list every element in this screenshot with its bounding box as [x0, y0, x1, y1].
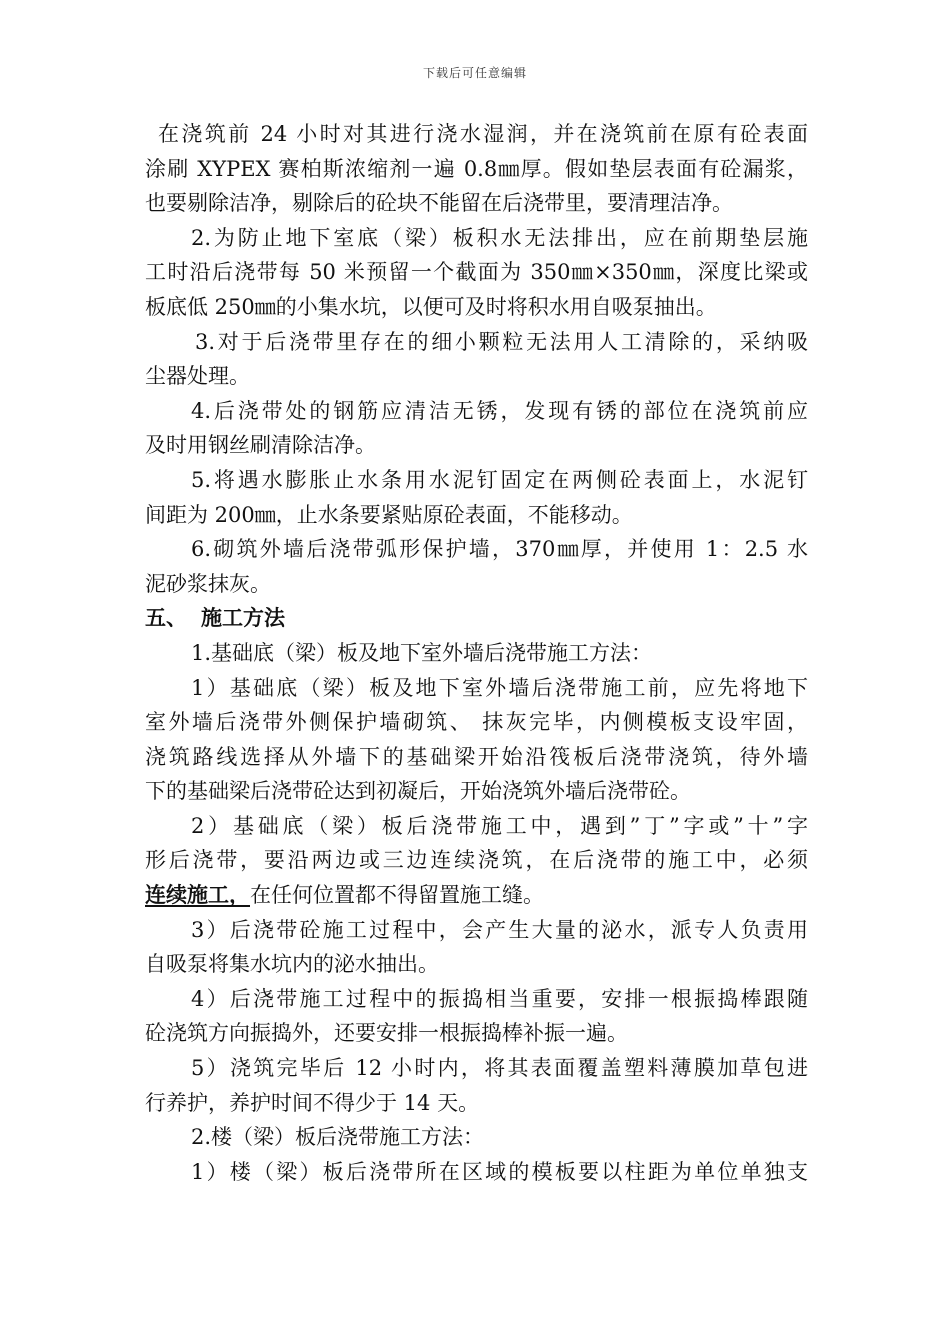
document-body: [145, 117, 808, 1189]
paragraph-line: 2.为防止地下室底（梁）板积水无法排出，应在前期垫层施: [191, 225, 808, 250]
paragraph-line: 1.基础底（梁）板及地下室外墙后浇带施工方法：: [191, 640, 653, 665]
paragraph-line: [145, 878, 808, 913]
emphasis-underlined-text: 连续施工，: [145, 883, 250, 908]
section-number: 五、: [145, 606, 187, 631]
paragraph-line: 也要剔除洁净，剔除后的砼块不能留在后浇带里，要清理洁净。: [145, 191, 733, 216]
paragraph-line: 1）楼（梁）板后浇带所在区域的模板要以柱距为单位单独支: [191, 1159, 808, 1184]
paragraph-line: 浇筑路线选择从外墙下的基础梁开始沿筏板后浇带浇筑，待外墙: [145, 744, 808, 769]
paragraph-line: 及时用钢丝刷清除洁净。: [145, 433, 376, 458]
paragraph-line: 5.将遇水膨胀止水条用水泥钉固定在两侧砼表面上，水泥钉: [191, 467, 808, 492]
paragraph-line: 在浇筑前 24 小时对其进行浇水湿润，并在浇筑前在原有砼表面: [158, 122, 808, 146]
paragraph-line: 3）后浇带砼施工过程中，会产生大量的泌水，派专人负责用: [191, 917, 808, 942]
emphasis-rest-text: 在任何位置都不得留置施工缝。: [250, 883, 544, 908]
page-header-note: 下载后可任意编辑: [422, 66, 527, 80]
paragraph-line: 2）基础底（梁）板后浇带施工中，遇到”丁”字或”十”字: [191, 813, 808, 838]
paragraph-line: 砼浇筑方向振捣外，还要安排一根振捣棒补振一遍。: [145, 1021, 628, 1046]
paragraph-line: 2.楼（梁）板后浇带施工方法：: [191, 1125, 485, 1150]
paragraph-line: 4.后浇带处的钢筋应清洁无锈，发现有锈的部位在浇筑前应: [191, 398, 808, 423]
paragraph-line: 室外墙后浇带外侧保护墙砌筑、 抹灰完毕，内侧模板支设牢固，: [145, 710, 808, 735]
paragraph-line: 行养护，养护时间不得少于 14 天。: [145, 1090, 480, 1115]
paragraph-line: 4）后浇带施工过程中的振捣相当重要，安排一根振捣棒跟随: [191, 986, 808, 1011]
paragraph-line: 板底低 250㎜的小集水坑，以便可及时将积水用自吸泵抽出。: [145, 294, 717, 319]
paragraph-line: 泥砂浆抹灰。: [145, 571, 271, 596]
paragraph-line: 5）浇筑完毕后 12 小时内，将其表面覆盖塑料薄膜加草包进: [191, 1056, 808, 1081]
paragraph-line: 间距为 200㎜，止水条要紧贴原砼表面，不能移动。: [145, 502, 633, 527]
section-heading: [145, 601, 808, 636]
paragraph-line: 工时沿后浇带每 50 米预留一个截面为 350㎜×350㎜，深度比梁或: [145, 260, 808, 285]
paragraph-line: 6.砌筑外墙后浇带弧形保护墙，370㎜厚，并使用 1：2.5 水: [191, 537, 808, 562]
paragraph-line: 下的基础梁后浇带砼达到初凝后，开始浇筑外墙后浇带砼。: [145, 779, 691, 804]
section-title: 施工方法: [201, 606, 285, 631]
paragraph-line: 3.对于后浇带里存在的细小颗粒无法用人工清除的，采纳吸: [195, 329, 808, 354]
paragraph-line: 形后浇带，要沿两边或三边连续浇筑，在后浇带的施工中，必须: [145, 848, 808, 873]
paragraph-line: 自吸泵将集水坑内的泌水抽出。: [145, 952, 439, 977]
paragraph-line: 涂刷 XYPEX 赛柏斯浓缩剂一遍 0.8㎜厚。假如垫层表面有砼漏浆，: [145, 156, 808, 181]
paragraph-line: 尘器处理。: [145, 364, 250, 389]
paragraph-line: 1）基础底（梁）板及地下室外墙后浇带施工前，应先将地下: [191, 675, 808, 700]
